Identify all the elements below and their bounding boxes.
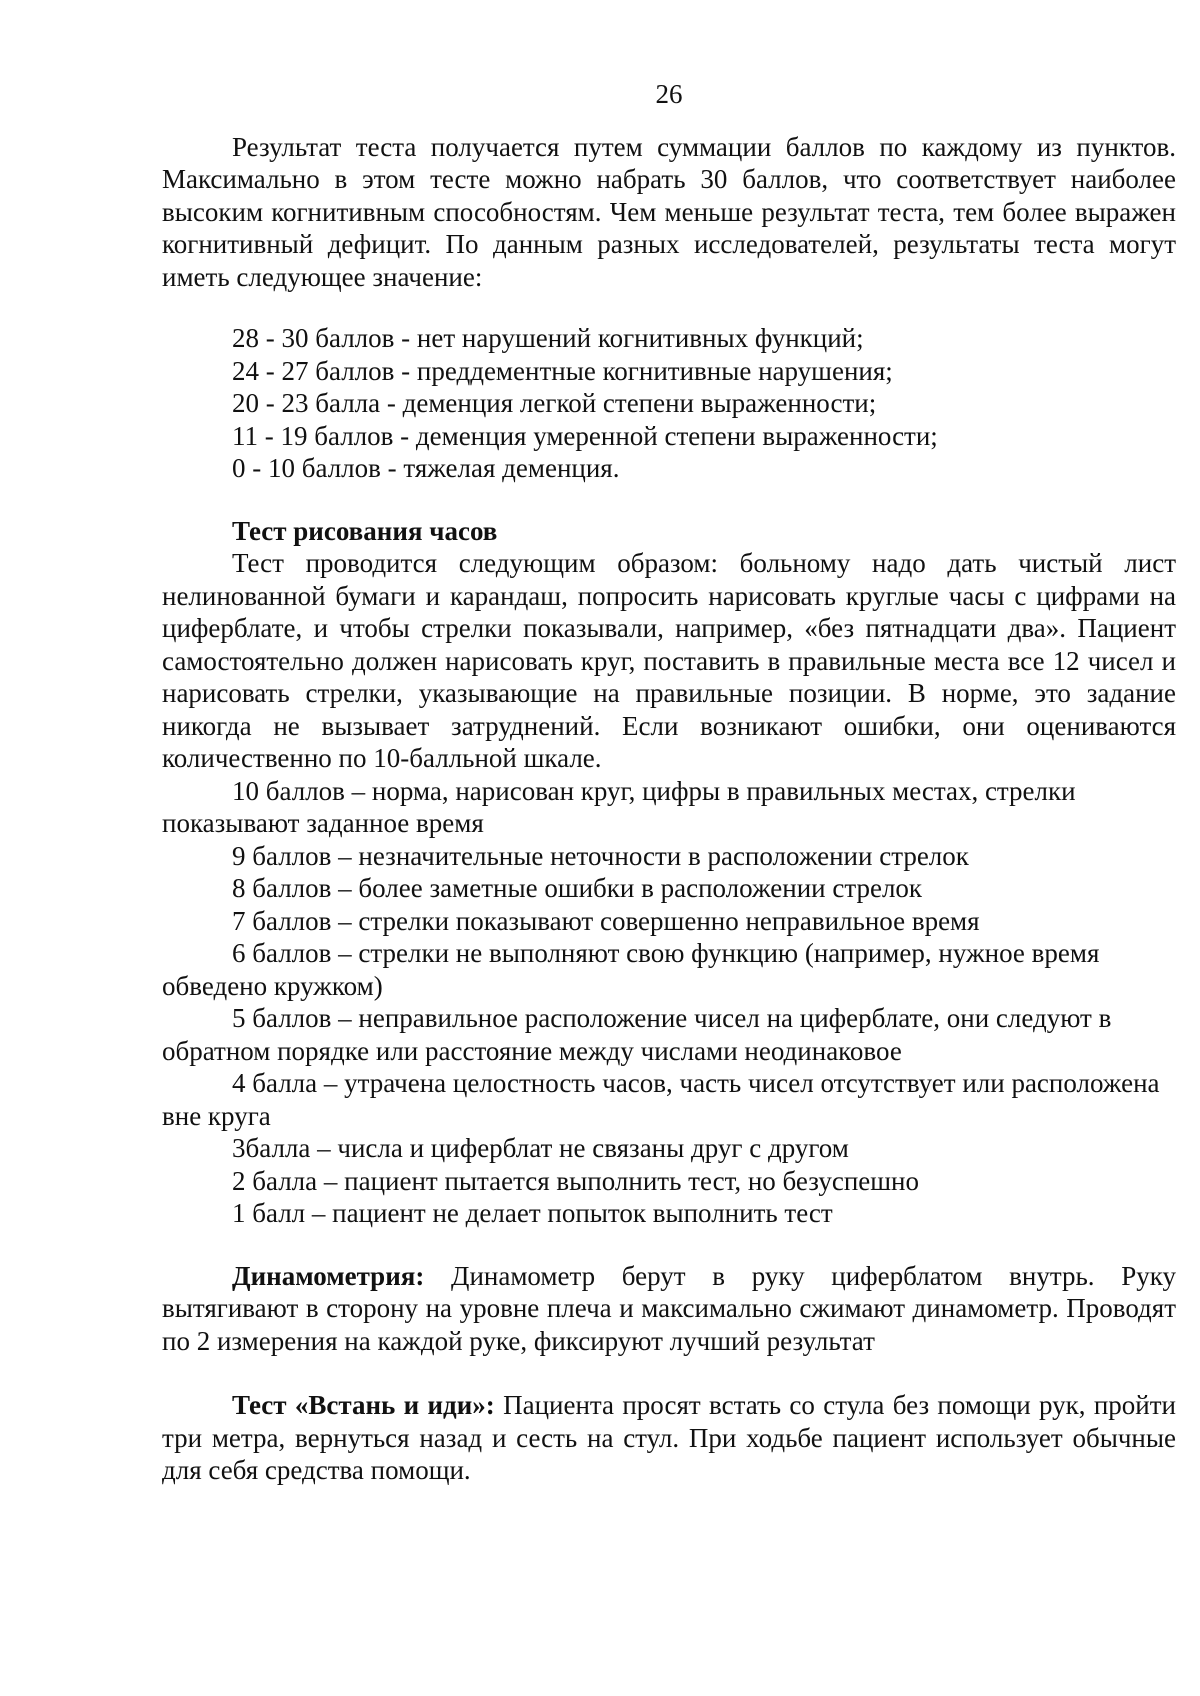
score-list (162, 322, 1176, 485)
clock-score-item: 10 баллов – норма, нарисован круг, цифры в правильных местах, стрелки показывают заданное время (162, 775, 1076, 838)
stand-and-go-text: Пациента просят встать со стула без помощи рук, пройти три метра, вернуться назад и сесть на стул. При ходьбе пациент использует обычные для себя средства помощи. (162, 1390, 1176, 1485)
document-page (162, 78, 1176, 1487)
clock-test-description: Тест проводится следующим образом: больному надо дать чистый лист нелинованной бумаги и карандаш, попросить нарисовать круглые часы с цифрами на циферблате, и чтобы стрелки показывали, например, «без пятнадцати два». Пациент самостоятельно должен нарисовать круг, поставить в правильные места все 12 чисел и нарисовать стрелки, указывающие на правильные позиции. В норме, это задание никогда не вызывает затруднений. Если возникают ошибки, они оцениваются количественно по 10-балльной шкале. (162, 548, 1176, 773)
clock-score-item: 9 баллов – незначительные неточности в расположении стрелок (232, 840, 969, 871)
clock-test-section (162, 515, 1176, 1230)
list-item: 28 - 30 баллов - нет нарушений когнитивных функций; (232, 323, 864, 353)
dynamometry-text: Динамометр берут в руку циферблатом внутрь. Руку вытягивают в сторону на уровне плеча и максимально сжимают динамометр. Проводят по 2 измерения на каждой руке, фиксируют лучший результат (162, 1260, 1176, 1356)
clock-score-item: 4 балла – утрачена целостность часов, часть чисел отсутствует или расположена вне круга (162, 1068, 1160, 1131)
clock-score-item: 8 баллов – более заметные ошибки в расположении стрелок (232, 873, 923, 903)
stand-and-go-paragraph (162, 1389, 1176, 1487)
list-item: 0 - 10 баллов - тяжелая деменция. (232, 453, 620, 483)
page-number: 26 (655, 79, 683, 109)
section-heading: Тест рисования часов (232, 515, 498, 546)
clock-score-item: 5 баллов – неправильное расположение чисел на циферблате, они следуют в обратном порядке или расстояние между числами неодинаковое (162, 1003, 1112, 1066)
intro-paragraph: Результат теста получается путем суммации баллов по каждому из пунктов. Максимально в этом тесте можно набрать 30 баллов, что соответствует наиболее высоким когнитивным способностям. Чем меньше результат теста, тем более выражен когнитивный дефицит. По данным разных исследователей, результаты теста могут иметь следующее значение: (162, 131, 1176, 292)
dynamometry-label: Динамометрия: (232, 1260, 425, 1291)
list-item: 20 - 23 балла - деменция легкой степени выраженности; (232, 388, 877, 418)
stand-and-go-label: Тест «Встань и иди»: (232, 1390, 495, 1420)
dynamometry-section (162, 1260, 1176, 1358)
dynamometry-paragraph (162, 1260, 1176, 1358)
clock-score-item: 7 баллов – стрелки показывают совершенно неправильное время (232, 905, 980, 936)
clock-score-item: 2 балла – пациент пытается выполнить тест, но безуспешно (232, 1165, 919, 1196)
clock-score-item: 3балла – числа и циферблат не связаны друг с другом (232, 1133, 849, 1163)
list-item: 24 - 27 баллов - преддементные когнитивные нарушения; (232, 355, 893, 386)
clock-score-item: 1 балл – пациент не делает попыток выполнить тест (232, 1198, 833, 1228)
stand-and-go-section (162, 1389, 1176, 1487)
clock-score-item: 6 баллов – стрелки не выполняют свою функцию (например, нужное время обведено кружком) (162, 938, 1100, 1001)
list-item: 11 - 19 баллов - деменция умеренной степени выраженности; (232, 420, 938, 451)
